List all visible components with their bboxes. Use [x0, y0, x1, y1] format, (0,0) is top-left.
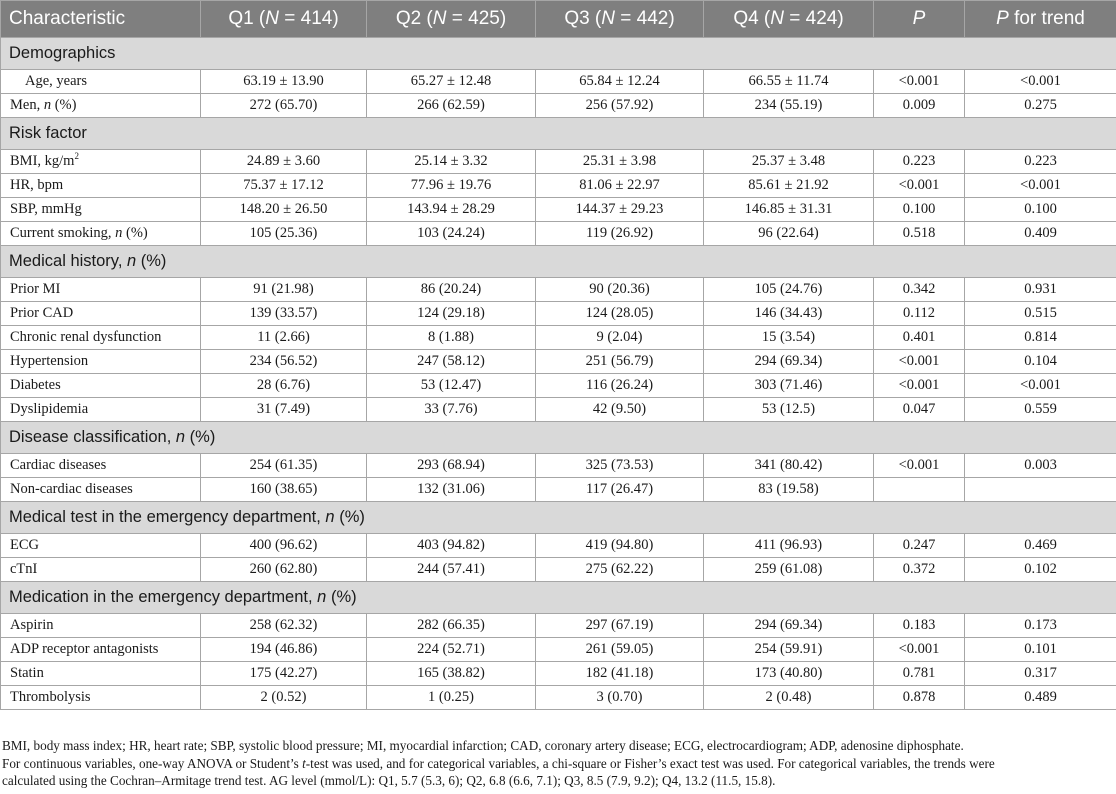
- cell-q2: 244 (57.41): [367, 558, 536, 582]
- cell-q3: 25.31 ± 3.98: [536, 150, 704, 174]
- section-title: [1, 422, 1116, 454]
- table-row: [1, 94, 1116, 118]
- footnote-methods: [0, 755, 1116, 773]
- cell-q1: 28 (6.76): [201, 374, 367, 398]
- section-title-n: n: [175, 428, 186, 446]
- footnote-methods-text-2: -test was used, and for categorical variables, a chi-square or Fisher’s exact test was used. For categorical variables, the trends were: [305, 755, 995, 771]
- cell-p: 0.100: [874, 198, 965, 222]
- cell-q1: 91 (21.98): [201, 278, 367, 302]
- row-label-n: n: [43, 97, 52, 113]
- cell-q2: 86 (20.24): [367, 278, 536, 302]
- table-row: [1, 374, 1116, 398]
- row-label: Chronic renal dysfunction: [1, 326, 201, 350]
- section-title-text: Medication in the emergency department,: [9, 588, 318, 606]
- cell-q4: 294 (69.34): [704, 350, 874, 374]
- cell-p-trend: 0.104: [965, 350, 1116, 374]
- cell-q1: 75.37 ± 17.12: [201, 174, 367, 198]
- cell-p: [874, 478, 965, 502]
- row-label: Age, years: [1, 70, 201, 94]
- section-row-medication: [1, 582, 1116, 614]
- row-label-suffix: (%): [51, 97, 77, 113]
- cell-q4: 83 (19.58): [704, 478, 874, 502]
- header-q3-prefix: Q3 (: [564, 8, 602, 29]
- row-label-superscript: 2: [74, 151, 79, 161]
- table-row: [1, 478, 1116, 502]
- table-row: [1, 686, 1116, 710]
- cell-q2: 65.27 ± 12.48: [367, 70, 536, 94]
- table-row: [1, 638, 1116, 662]
- cell-q1: 175 (42.27): [201, 662, 367, 686]
- header-q4: [704, 1, 874, 38]
- table-row: [1, 398, 1116, 422]
- cell-q4: 254 (59.91): [704, 638, 874, 662]
- cell-q2: 165 (38.82): [367, 662, 536, 686]
- cell-q3: 144.37 ± 29.23: [536, 198, 704, 222]
- cell-q3: 3 (0.70): [536, 686, 704, 710]
- cell-p-trend: [965, 478, 1116, 502]
- cell-p-trend: 0.102: [965, 558, 1116, 582]
- table-row: [1, 558, 1116, 582]
- table-footnotes: [0, 737, 1116, 790]
- row-label: Non-cardiac diseases: [1, 478, 201, 502]
- cell-q3: 261 (59.05): [536, 638, 704, 662]
- cell-p-trend: 0.101: [965, 638, 1116, 662]
- cell-p-trend: 0.489: [965, 686, 1116, 710]
- cell-q1: 31 (7.49): [201, 398, 367, 422]
- section-row-medical-test: [1, 502, 1116, 534]
- cell-q2: 1 (0.25): [367, 686, 536, 710]
- table-row: [1, 454, 1116, 478]
- cell-q3: 419 (94.80): [536, 534, 704, 558]
- footnote-abbreviations: BMI, body mass index; HR, heart rate; SBP, systolic blood pressure; MI, myocardial infarction; CAD, coronary artery disease; ECG, electrocardiogram; ADP, adenosine diphosphate.: [2, 738, 964, 753]
- row-label: [1, 94, 201, 118]
- cell-q3: 251 (56.79): [536, 350, 704, 374]
- header-q4-prefix: Q4 (: [733, 8, 771, 29]
- cell-q1: 260 (62.80): [201, 558, 367, 582]
- row-label: Statin: [1, 662, 201, 686]
- cell-q2: 282 (66.35): [367, 614, 536, 638]
- footnote-methods-t: t: [302, 755, 306, 771]
- cell-p: 0.401: [874, 326, 965, 350]
- header-q2: [367, 1, 536, 38]
- row-label: ECG: [1, 534, 201, 558]
- cell-q1: 234 (56.52): [201, 350, 367, 374]
- row-label: Prior MI: [1, 278, 201, 302]
- section-title: Risk factor: [1, 118, 1116, 150]
- cell-q1: 105 (25.36): [201, 222, 367, 246]
- row-label: HR, bpm: [1, 174, 201, 198]
- cell-q3: 81.06 ± 22.97: [536, 174, 704, 198]
- cell-q4: 85.61 ± 21.92: [704, 174, 874, 198]
- cell-q4: 146.85 ± 31.31: [704, 198, 874, 222]
- cell-p: 0.223: [874, 150, 965, 174]
- section-title: [1, 582, 1116, 614]
- cell-q3: 9 (2.04): [536, 326, 704, 350]
- cell-q4: 173 (40.80): [704, 662, 874, 686]
- cell-q4: 96 (22.64): [704, 222, 874, 246]
- cell-p-trend: 0.469: [965, 534, 1116, 558]
- section-row-risk-factor: [1, 118, 1116, 150]
- cell-p: <0.001: [874, 374, 965, 398]
- cell-q1: 148.20 ± 26.50: [201, 198, 367, 222]
- header-q1-n: N: [265, 8, 279, 29]
- cell-q2: 77.96 ± 19.76: [367, 174, 536, 198]
- cell-q3: 182 (41.18): [536, 662, 704, 686]
- footnote-methods-text: For continuous variables, one-way ANOVA or Student’s: [2, 755, 303, 771]
- row-label: [1, 222, 201, 246]
- cell-q2: 293 (68.94): [367, 454, 536, 478]
- table-row: [1, 70, 1116, 94]
- cell-q4: 2 (0.48): [704, 686, 874, 710]
- header-p-trend: [965, 1, 1116, 38]
- cell-q2: 143.94 ± 28.29: [367, 198, 536, 222]
- cell-p: 0.518: [874, 222, 965, 246]
- header-q1-suffix: = 414): [279, 8, 339, 29]
- header-q4-suffix: = 424): [784, 8, 844, 29]
- cell-p: 0.009: [874, 94, 965, 118]
- cell-q1: 11 (2.66): [201, 326, 367, 350]
- cell-p: 0.183: [874, 614, 965, 638]
- row-label-n: n: [115, 225, 123, 241]
- cell-q4: 294 (69.34): [704, 614, 874, 638]
- section-title-text: Disease classification,: [9, 428, 176, 446]
- cell-p-trend: 0.100: [965, 198, 1116, 222]
- cell-q3: 275 (62.22): [536, 558, 704, 582]
- section-title-suffix: (%): [185, 428, 216, 446]
- cell-q4: 105 (24.76): [704, 278, 874, 302]
- header-row: [1, 1, 1116, 38]
- cell-q1: 254 (61.35): [201, 454, 367, 478]
- cell-q4: 411 (96.93): [704, 534, 874, 558]
- cell-q4: 341 (80.42): [704, 454, 874, 478]
- header-q1-prefix: Q1 (: [228, 8, 266, 29]
- row-label: Diabetes: [1, 374, 201, 398]
- header-characteristic-text: Characteristic: [9, 8, 126, 29]
- header-p-trend-p: P: [996, 8, 1009, 29]
- cell-q2: 53 (12.47): [367, 374, 536, 398]
- cell-p-trend: <0.001: [965, 374, 1116, 398]
- row-label: Hypertension: [1, 350, 201, 374]
- header-p-trend-suffix: for trend: [1008, 8, 1085, 29]
- header-p-text: P: [912, 8, 926, 29]
- section-title-suffix: (%): [326, 588, 357, 606]
- row-label: Thrombolysis: [1, 686, 201, 710]
- cell-p-trend: 0.223: [965, 150, 1116, 174]
- cell-q2: 124 (29.18): [367, 302, 536, 326]
- section-row-medical-history: [1, 246, 1116, 278]
- section-title-text: Medical test in the emergency department,: [9, 508, 326, 526]
- cell-q2: 266 (62.59): [367, 94, 536, 118]
- table-row: [1, 662, 1116, 686]
- cell-p-trend: 0.275: [965, 94, 1116, 118]
- cell-q1: 272 (65.70): [201, 94, 367, 118]
- header-q3-n: N: [601, 8, 615, 29]
- section-title: Demographics: [1, 38, 1116, 70]
- row-label: [1, 150, 201, 174]
- cell-q1: 194 (46.86): [201, 638, 367, 662]
- cell-q1: 139 (33.57): [201, 302, 367, 326]
- cell-q1: 2 (0.52): [201, 686, 367, 710]
- cell-q2: 25.14 ± 3.32: [367, 150, 536, 174]
- header-q2-n: N: [432, 8, 447, 29]
- row-label: ADP receptor antagonists: [1, 638, 201, 662]
- cell-q4: 303 (71.46): [704, 374, 874, 398]
- cell-p: 0.047: [874, 398, 965, 422]
- cell-q1: 160 (38.65): [201, 478, 367, 502]
- cell-p-trend: 0.317: [965, 662, 1116, 686]
- header-q2-prefix: Q2 (: [395, 8, 433, 29]
- section-title-n: n: [325, 508, 335, 526]
- header-q3-suffix: = 442): [615, 8, 675, 29]
- table-row: [1, 350, 1116, 374]
- cell-q4: 259 (61.08): [704, 558, 874, 582]
- cell-p: 0.878: [874, 686, 965, 710]
- row-label: Cardiac diseases: [1, 454, 201, 478]
- section-title-n: n: [126, 252, 137, 270]
- cell-q1: 63.19 ± 13.90: [201, 70, 367, 94]
- cell-q3: 325 (73.53): [536, 454, 704, 478]
- cell-p-trend: 0.409: [965, 222, 1116, 246]
- row-label: cTnI: [1, 558, 201, 582]
- cell-q3: 297 (67.19): [536, 614, 704, 638]
- header-q4-n: N: [770, 8, 784, 29]
- header-characteristic: [1, 1, 201, 38]
- table-row: [1, 198, 1116, 222]
- row-label-suffix: (%): [122, 225, 148, 241]
- cell-q4: 25.37 ± 3.48: [704, 150, 874, 174]
- cell-q4: 234 (55.19): [704, 94, 874, 118]
- cell-p-trend: 0.814: [965, 326, 1116, 350]
- header-q3: [536, 1, 704, 38]
- cell-p-trend: 0.515: [965, 302, 1116, 326]
- cell-q3: 42 (9.50): [536, 398, 704, 422]
- cell-q4: 15 (3.54): [704, 326, 874, 350]
- row-label: Dyslipidemia: [1, 398, 201, 422]
- row-label: Prior CAD: [1, 302, 201, 326]
- cell-q3: 65.84 ± 12.24: [536, 70, 704, 94]
- cell-q4: 53 (12.5): [704, 398, 874, 422]
- section-row-disease-classification: [1, 422, 1116, 454]
- cell-q2: 224 (52.71): [367, 638, 536, 662]
- row-label: SBP, mmHg: [1, 198, 201, 222]
- cell-p-trend: 0.931: [965, 278, 1116, 302]
- cell-q3: 124 (28.05): [536, 302, 704, 326]
- section-title: [1, 246, 1116, 278]
- cell-q2: 403 (94.82): [367, 534, 536, 558]
- section-row-demographics: [1, 38, 1116, 70]
- cell-q2: 103 (24.24): [367, 222, 536, 246]
- cell-p: <0.001: [874, 638, 965, 662]
- section-title-suffix: (%): [136, 252, 167, 270]
- row-label-text: BMI, kg/m: [10, 153, 75, 169]
- cell-p: 0.342: [874, 278, 965, 302]
- row-label: Aspirin: [1, 614, 201, 638]
- section-title-suffix: (%): [334, 508, 365, 526]
- cell-p: <0.001: [874, 70, 965, 94]
- cell-p: 0.247: [874, 534, 965, 558]
- cell-q1: 258 (62.32): [201, 614, 367, 638]
- table-row: [1, 174, 1116, 198]
- cell-q3: 119 (26.92): [536, 222, 704, 246]
- cell-p: 0.781: [874, 662, 965, 686]
- table-row: [1, 222, 1116, 246]
- cell-q3: 117 (26.47): [536, 478, 704, 502]
- section-title-text: Medical history,: [9, 252, 127, 270]
- section-title-n: n: [317, 588, 327, 606]
- table-row: [1, 614, 1116, 638]
- header-q1: [201, 1, 367, 38]
- table-row: [1, 534, 1116, 558]
- footnote-trend: calculated using the Cochran–Armitage trend test. AG level (mmol/L): Q1, 5.7 (5.3, 6); Q2, 6.8 (6.6, 7.1); Q3, 8.5 (7.9, 9.2); Q4, 13.2 (11.5, 15.8).: [2, 773, 776, 788]
- cell-q3: 116 (26.24): [536, 374, 704, 398]
- row-label-text: Men,: [10, 97, 44, 113]
- cell-q1: 400 (96.62): [201, 534, 367, 558]
- cell-q2: 247 (58.12): [367, 350, 536, 374]
- cell-q2: 8 (1.88): [367, 326, 536, 350]
- section-title: [1, 502, 1116, 534]
- cell-p: 0.372: [874, 558, 965, 582]
- cell-p: <0.001: [874, 454, 965, 478]
- cell-q4: 146 (34.43): [704, 302, 874, 326]
- cell-p: <0.001: [874, 174, 965, 198]
- row-label-text: Current smoking,: [10, 225, 116, 241]
- cell-q3: 256 (57.92): [536, 94, 704, 118]
- cell-p-trend: 0.003: [965, 454, 1116, 478]
- table-row: [1, 278, 1116, 302]
- cell-q2: 132 (31.06): [367, 478, 536, 502]
- cell-q1: 24.89 ± 3.60: [201, 150, 367, 174]
- cell-p-trend: <0.001: [965, 174, 1116, 198]
- cell-p: <0.001: [874, 350, 965, 374]
- header-q2-suffix: = 425): [446, 8, 507, 29]
- header-p: [874, 1, 965, 38]
- table-row: [1, 150, 1116, 174]
- cell-p: 0.112: [874, 302, 965, 326]
- table-row: [1, 302, 1116, 326]
- cell-p-trend: 0.173: [965, 614, 1116, 638]
- cell-q3: 90 (20.36): [536, 278, 704, 302]
- cell-p-trend: 0.559: [965, 398, 1116, 422]
- cell-q4: 66.55 ± 11.74: [704, 70, 874, 94]
- cell-q2: 33 (7.76): [367, 398, 536, 422]
- cell-p-trend: <0.001: [965, 70, 1116, 94]
- table-row: [1, 326, 1116, 350]
